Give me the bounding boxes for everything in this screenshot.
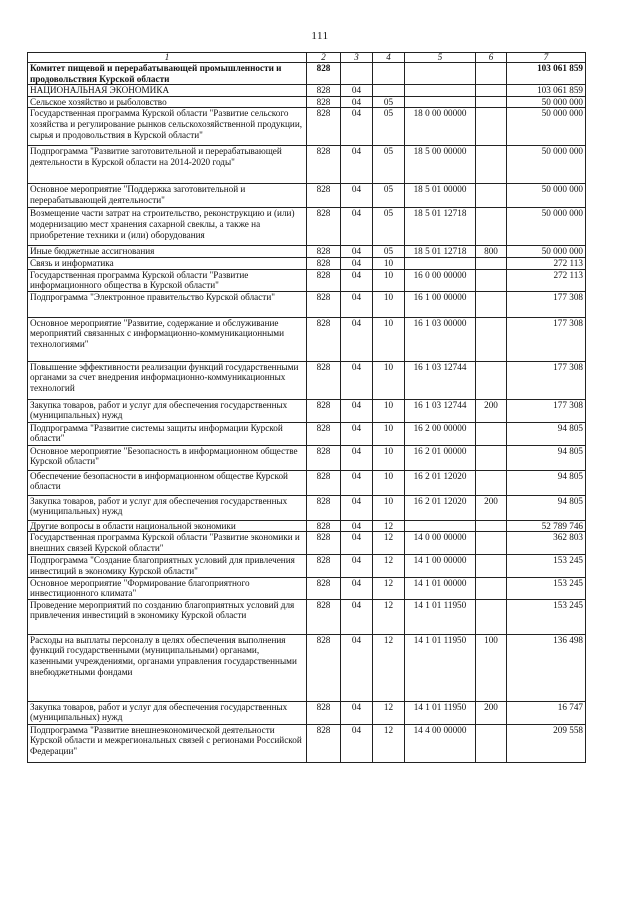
- row-code-3: 04: [341, 85, 373, 97]
- row-code-5: 16 1 03 12744: [405, 361, 476, 399]
- row-code-4: 12: [373, 555, 405, 577]
- row-amount: 50 000 000: [507, 96, 586, 108]
- table-row: [28, 399, 586, 422]
- row-code-4: 10: [373, 291, 405, 317]
- row-name: Закупка товаров, работ и услуг для обеспечения государственных (муниципальных) нужд: [28, 701, 307, 724]
- row-amount: 272 113: [507, 269, 586, 291]
- table-row: [28, 555, 586, 577]
- row-amount: 177 308: [507, 291, 586, 317]
- row-code-4: 12: [373, 532, 405, 555]
- row-code-2: 828: [307, 577, 341, 599]
- row-code-2: 828: [307, 399, 341, 422]
- row-code-6: [476, 146, 507, 184]
- row-code-6: 800: [476, 246, 507, 258]
- table-row: [28, 520, 586, 532]
- row-code-5: 18 0 00 00000: [405, 108, 476, 146]
- header-cell: 6: [476, 53, 507, 63]
- row-code-4: 12: [373, 701, 405, 724]
- table-row: [28, 445, 586, 470]
- row-name: Государственная программа Курской области "Развитие экономики и внешних связей Курской области": [28, 532, 307, 555]
- row-code-2: 828: [307, 555, 341, 577]
- row-amount: 177 308: [507, 317, 586, 361]
- row-amount: 94 805: [507, 495, 586, 520]
- table-row: [28, 577, 586, 599]
- table-row: [28, 184, 586, 208]
- row-name: Подпрограмма "Электронное правительство Курской области": [28, 291, 307, 317]
- row-code-5: [405, 257, 476, 269]
- table-row: [28, 246, 586, 258]
- row-code-6: [476, 470, 507, 495]
- table-row: [28, 269, 586, 291]
- row-code-2: 828: [307, 724, 341, 762]
- row-amount: 103 061 859: [507, 85, 586, 97]
- row-code-2: 828: [307, 257, 341, 269]
- row-code-6: [476, 85, 507, 97]
- row-code-5: 16 0 00 00000: [405, 269, 476, 291]
- row-code-5: 16 2 01 00000: [405, 445, 476, 470]
- table-row: [28, 422, 586, 445]
- table-row: [28, 108, 586, 146]
- row-amount: 94 805: [507, 445, 586, 470]
- row-name: Сельское хозяйство и рыболовство: [28, 96, 307, 108]
- row-name: Расходы на выплаты персоналу в целях обеспечения выполнения функций государственными (муниципальными) органами, казенными учреждениями, органами управления государственными внебюджетными фондами: [28, 634, 307, 701]
- row-code-3: 04: [341, 399, 373, 422]
- row-amount: 50 000 000: [507, 208, 586, 246]
- row-code-4: 12: [373, 520, 405, 532]
- row-code-2: 828: [307, 291, 341, 317]
- row-code-2: 828: [307, 317, 341, 361]
- row-code-2: 828: [307, 495, 341, 520]
- row-code-3: 04: [341, 555, 373, 577]
- row-code-3: 04: [341, 422, 373, 445]
- row-code-6: [476, 445, 507, 470]
- row-code-2: 828: [307, 470, 341, 495]
- row-code-5: [405, 520, 476, 532]
- table-row: [28, 146, 586, 184]
- row-amount: 177 308: [507, 399, 586, 422]
- row-code-3: 04: [341, 577, 373, 599]
- row-code-3: 04: [341, 208, 373, 246]
- table-row: [28, 634, 586, 701]
- row-code-3: 04: [341, 445, 373, 470]
- row-code-5: 16 2 01 12020: [405, 495, 476, 520]
- table-row: [28, 361, 586, 399]
- table-row: [28, 63, 586, 85]
- table-row: [28, 724, 586, 762]
- row-amount: 50 000 000: [507, 246, 586, 258]
- row-code-3: 04: [341, 184, 373, 208]
- row-name: Подпрограмма "Развитие внешнеэкономической деятельности Курской области и межрегиональных связей с регионами Российской Федерации": [28, 724, 307, 762]
- row-code-3: 04: [341, 291, 373, 317]
- row-code-3: 04: [341, 724, 373, 762]
- header-row: [28, 53, 586, 63]
- row-code-2: 828: [307, 246, 341, 258]
- row-code-6: [476, 291, 507, 317]
- row-code-6: [476, 184, 507, 208]
- table-row: [28, 208, 586, 246]
- row-code-5: 14 1 01 11950: [405, 599, 476, 634]
- row-code-3: 04: [341, 495, 373, 520]
- row-code-6: [476, 257, 507, 269]
- row-code-6: [476, 532, 507, 555]
- row-code-5: 18 5 01 00000: [405, 184, 476, 208]
- row-code-5: 14 1 00 00000: [405, 555, 476, 577]
- row-amount: 362 803: [507, 532, 586, 555]
- row-code-6: [476, 577, 507, 599]
- row-code-4: [373, 63, 405, 85]
- table-row: [28, 85, 586, 97]
- row-code-6: [476, 724, 507, 762]
- row-code-5: [405, 85, 476, 97]
- row-code-5: 18 5 01 12718: [405, 208, 476, 246]
- header-cell: 5: [405, 53, 476, 63]
- row-code-6: [476, 96, 507, 108]
- row-code-2: 828: [307, 96, 341, 108]
- row-name: Государственная программа Курской области "Развитие информационного общества в Курской области": [28, 269, 307, 291]
- row-amount: 94 805: [507, 470, 586, 495]
- header-cell: 3: [341, 53, 373, 63]
- row-code-3: 04: [341, 520, 373, 532]
- row-code-2: 828: [307, 184, 341, 208]
- row-code-5: 18 5 00 00000: [405, 146, 476, 184]
- row-name: Возмещение части затрат на строительство, реконструкцию и (или) модернизацию мест хранения сахарной свеклы, а также на приобретение техники и (или) оборудования: [28, 208, 307, 246]
- row-name: Обеспечение безопасности в информационном обществе Курской области: [28, 470, 307, 495]
- row-code-5: [405, 96, 476, 108]
- row-name: Комитет пищевой и перерабатывающей промышленности и продовольствия Курской области: [28, 63, 307, 85]
- row-name: Иные бюджетные ассигнования: [28, 246, 307, 258]
- row-code-4: 12: [373, 599, 405, 634]
- row-name: Подпрограмма "Создание благоприятных условий для привлечения инвестиций в экономику Курской области": [28, 555, 307, 577]
- row-code-5: 18 5 01 12718: [405, 246, 476, 258]
- row-amount: 103 061 859: [507, 63, 586, 85]
- row-code-2: 828: [307, 361, 341, 399]
- row-code-3: 04: [341, 246, 373, 258]
- row-amount: 50 000 000: [507, 184, 586, 208]
- table-row: [28, 317, 586, 361]
- row-amount: 153 245: [507, 599, 586, 634]
- row-code-2: 828: [307, 146, 341, 184]
- row-code-6: 200: [476, 701, 507, 724]
- row-code-5: [405, 63, 476, 85]
- row-code-6: [476, 108, 507, 146]
- row-name: Подпрограмма "Развитие системы защиты информации Курской области": [28, 422, 307, 445]
- table-row: [28, 291, 586, 317]
- row-code-3: 04: [341, 634, 373, 701]
- table-row: [28, 599, 586, 634]
- header-cell: 2: [307, 53, 341, 63]
- row-name: Другие вопросы в области национальной экономики: [28, 520, 307, 532]
- row-code-6: [476, 317, 507, 361]
- row-name: Проведение мероприятий по созданию благоприятных условий для привлечения инвестиций в экономику Курской области: [28, 599, 307, 634]
- row-amount: 272 113: [507, 257, 586, 269]
- row-code-4: 10: [373, 269, 405, 291]
- row-code-6: [476, 520, 507, 532]
- row-code-6: [476, 599, 507, 634]
- row-code-4: 10: [373, 470, 405, 495]
- row-code-4: [373, 85, 405, 97]
- row-code-5: 14 1 01 00000: [405, 577, 476, 599]
- row-code-2: 828: [307, 422, 341, 445]
- row-name: Повышение эффективности реализации функций государственными органами за счет внедрения информационно-коммуникационных технологий: [28, 361, 307, 399]
- row-code-4: 10: [373, 399, 405, 422]
- header-cell: 1: [28, 53, 307, 63]
- row-code-5: 16 1 00 00000: [405, 291, 476, 317]
- row-code-2: 828: [307, 269, 341, 291]
- row-code-5: 14 1 01 11950: [405, 701, 476, 724]
- row-code-4: 10: [373, 317, 405, 361]
- row-amount: 16 747: [507, 701, 586, 724]
- row-name: Подпрограмма "Развитие заготовительной и перерабатывающей деятельности в Курской области на 2014-2020 годы": [28, 146, 307, 184]
- row-code-4: 12: [373, 724, 405, 762]
- row-code-2: 828: [307, 520, 341, 532]
- row-code-4: 05: [373, 208, 405, 246]
- row-code-6: [476, 555, 507, 577]
- row-code-5: 16 1 03 00000: [405, 317, 476, 361]
- table-row: [28, 257, 586, 269]
- row-name: Закупка товаров, работ и услуг для обеспечения государственных (муниципальных) нужд: [28, 399, 307, 422]
- row-code-6: 100: [476, 634, 507, 701]
- row-code-4: 05: [373, 96, 405, 108]
- row-code-5: 14 4 00 00000: [405, 724, 476, 762]
- row-code-5: 16 2 00 00000: [405, 422, 476, 445]
- row-code-3: 04: [341, 361, 373, 399]
- row-code-2: 828: [307, 445, 341, 470]
- row-name: Государственная программа Курской области "Развитие сельского хозяйства и регулирование рынков сельскохозяйственной продукции, сырья и продовольствия в Курской области": [28, 108, 307, 146]
- row-amount: 50 000 000: [507, 146, 586, 184]
- table-row: [28, 96, 586, 108]
- row-code-5: 16 2 01 12020: [405, 470, 476, 495]
- row-code-2: 828: [307, 701, 341, 724]
- row-code-6: [476, 361, 507, 399]
- row-name: Основное мероприятие "Формирование благоприятного инвестиционного климата": [28, 577, 307, 599]
- row-code-4: 05: [373, 108, 405, 146]
- row-name: Основное мероприятие "Развитие, содержание и обслуживание мероприятий связанных с информационно-коммуникационными технологиями": [28, 317, 307, 361]
- row-code-2: 828: [307, 63, 341, 85]
- row-code-3: 04: [341, 317, 373, 361]
- row-code-4: 10: [373, 495, 405, 520]
- row-code-3: 04: [341, 96, 373, 108]
- row-code-2: 828: [307, 208, 341, 246]
- row-name: Связь и информатика: [28, 257, 307, 269]
- row-code-5: 14 1 01 11950: [405, 634, 476, 701]
- row-amount: 94 805: [507, 422, 586, 445]
- row-amount: 153 245: [507, 555, 586, 577]
- table-row: [28, 495, 586, 520]
- row-code-2: 828: [307, 599, 341, 634]
- row-amount: 50 000 000: [507, 108, 586, 146]
- row-code-4: 05: [373, 146, 405, 184]
- row-code-3: 04: [341, 532, 373, 555]
- row-code-5: 16 1 03 12744: [405, 399, 476, 422]
- table-row: [28, 701, 586, 724]
- row-code-6: 200: [476, 399, 507, 422]
- table-row: [28, 470, 586, 495]
- row-code-4: 05: [373, 184, 405, 208]
- row-code-3: 04: [341, 269, 373, 291]
- row-code-3: 04: [341, 146, 373, 184]
- row-code-5: 14 0 00 00000: [405, 532, 476, 555]
- row-name: Основное мероприятие "Безопасность в информационном обществе Курской области": [28, 445, 307, 470]
- row-code-4: 05: [373, 246, 405, 258]
- row-code-4: 10: [373, 257, 405, 269]
- row-name: Основное мероприятие "Поддержка заготовительной и перерабатывающей деятельности": [28, 184, 307, 208]
- row-code-2: 828: [307, 108, 341, 146]
- row-amount: 177 308: [507, 361, 586, 399]
- header-cell: 4: [373, 53, 405, 63]
- row-code-3: 04: [341, 701, 373, 724]
- row-code-3: 04: [341, 470, 373, 495]
- row-code-6: 200: [476, 495, 507, 520]
- row-amount: 153 245: [507, 577, 586, 599]
- row-name: НАЦИОНАЛЬНАЯ ЭКОНОМИКА: [28, 85, 307, 97]
- row-code-4: 10: [373, 445, 405, 470]
- row-code-6: [476, 269, 507, 291]
- row-code-2: 828: [307, 85, 341, 97]
- row-amount: 52 789 746: [507, 520, 586, 532]
- row-code-6: [476, 63, 507, 85]
- row-code-6: [476, 422, 507, 445]
- row-code-4: 12: [373, 634, 405, 701]
- row-code-4: 10: [373, 361, 405, 399]
- row-code-3: 04: [341, 599, 373, 634]
- row-code-3: [341, 63, 373, 85]
- budget-table: [27, 52, 586, 763]
- row-amount: 209 558: [507, 724, 586, 762]
- page-number: 111: [311, 30, 329, 42]
- row-code-4: 10: [373, 422, 405, 445]
- row-code-3: 04: [341, 257, 373, 269]
- row-code-4: 12: [373, 577, 405, 599]
- row-code-2: 828: [307, 532, 341, 555]
- header-cell: 7: [507, 53, 586, 63]
- table-row: [28, 532, 586, 555]
- row-code-6: [476, 208, 507, 246]
- row-code-3: 04: [341, 108, 373, 146]
- row-code-2: 828: [307, 634, 341, 701]
- row-name: Закупка товаров, работ и услуг для обеспечения государственных (муниципальных) нужд: [28, 495, 307, 520]
- row-amount: 136 498: [507, 634, 586, 701]
